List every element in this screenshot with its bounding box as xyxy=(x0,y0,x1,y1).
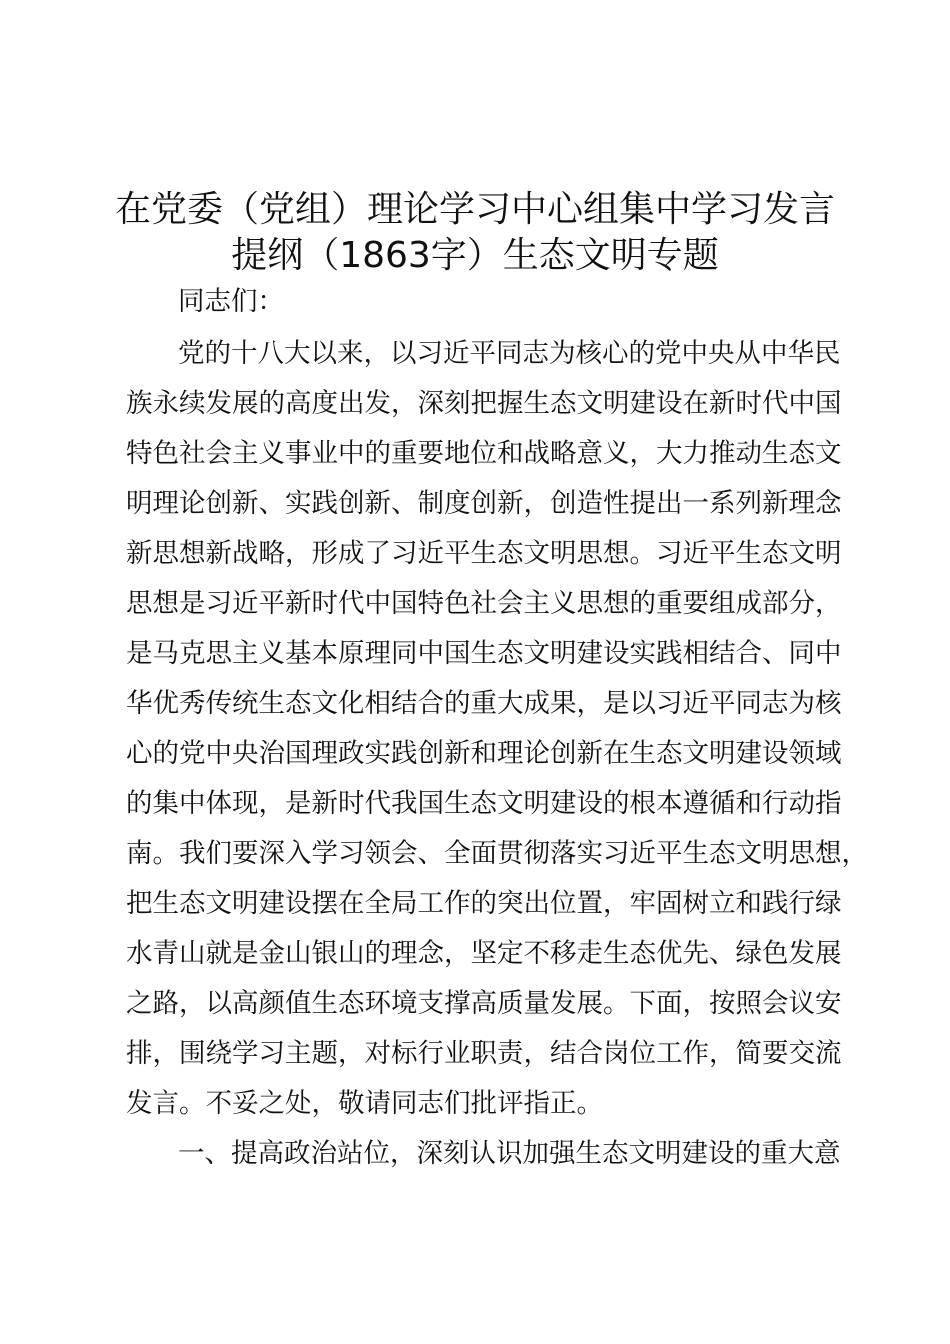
paragraph-line: 特色社会主义事业中的重要地位和战略意义，大力推动生态文 xyxy=(126,438,842,469)
paragraph-line: 之路，以高颜值生态环境支撑高质量发展。下面，按照会议安 xyxy=(126,988,842,1019)
document-title-line-2: 提纲（1863字）生态文明专题 xyxy=(231,235,719,276)
document-title-line-1: 在党委（党组）理论学习中心组集中学习发言 xyxy=(114,189,835,230)
salutation: 同志们： xyxy=(178,286,284,317)
paragraph-line: 明理论创新、实践创新、制度创新，创造性提出一系列新理念 xyxy=(126,488,842,519)
paragraph-line: 华优秀传统生态文化相结合的重大成果，是以习近平同志为核 xyxy=(126,688,842,719)
section-heading: 一、提高政治站位，深刻认识加强生态文明建设的重大意 xyxy=(178,1138,841,1169)
paragraph-line: 是马克思主义基本原理同中国生态文明建设实践相结合、同中 xyxy=(126,638,842,669)
paragraph-line: 发言。不妥之处，敬请同志们批评指正。 xyxy=(126,1088,603,1119)
paragraph-line: 的集中体现，是新时代我国生态文明建设的根本遵循和行动指 xyxy=(126,788,842,819)
paragraph-line: 党的十八大以来，以习近平同志为核心的党中央从中华民 xyxy=(178,338,841,369)
paragraph-line: 排，围绕学习主题，对标行业职责，结合岗位工作，简要交流 xyxy=(126,1038,842,1069)
paragraph-line: 思想是习近平新时代中国特色社会主义思想的重要组成部分， xyxy=(126,588,842,619)
paragraph-line: 把生态文明建设摆在全局工作的突出位置，牢固树立和践行绿 xyxy=(126,888,842,919)
paragraph-line: 新思想新战略，形成了习近平生态文明思想。习近平生态文明 xyxy=(126,538,842,569)
paragraph-line: 水青山就是金山银山的理念，坚定不移走生态优先、绿色发展 xyxy=(126,938,842,969)
paragraph-line: 心的党中央治国理政实践创新和理论创新在生态文明建设领域 xyxy=(126,738,842,769)
paragraph-line: 族永续发展的高度出发，深刻把握生态文明建设在新时代中国 xyxy=(126,388,842,419)
paragraph-line: 南。我们要深入学习领会、全面贯彻落实习近平生态文明思想， xyxy=(126,838,868,869)
